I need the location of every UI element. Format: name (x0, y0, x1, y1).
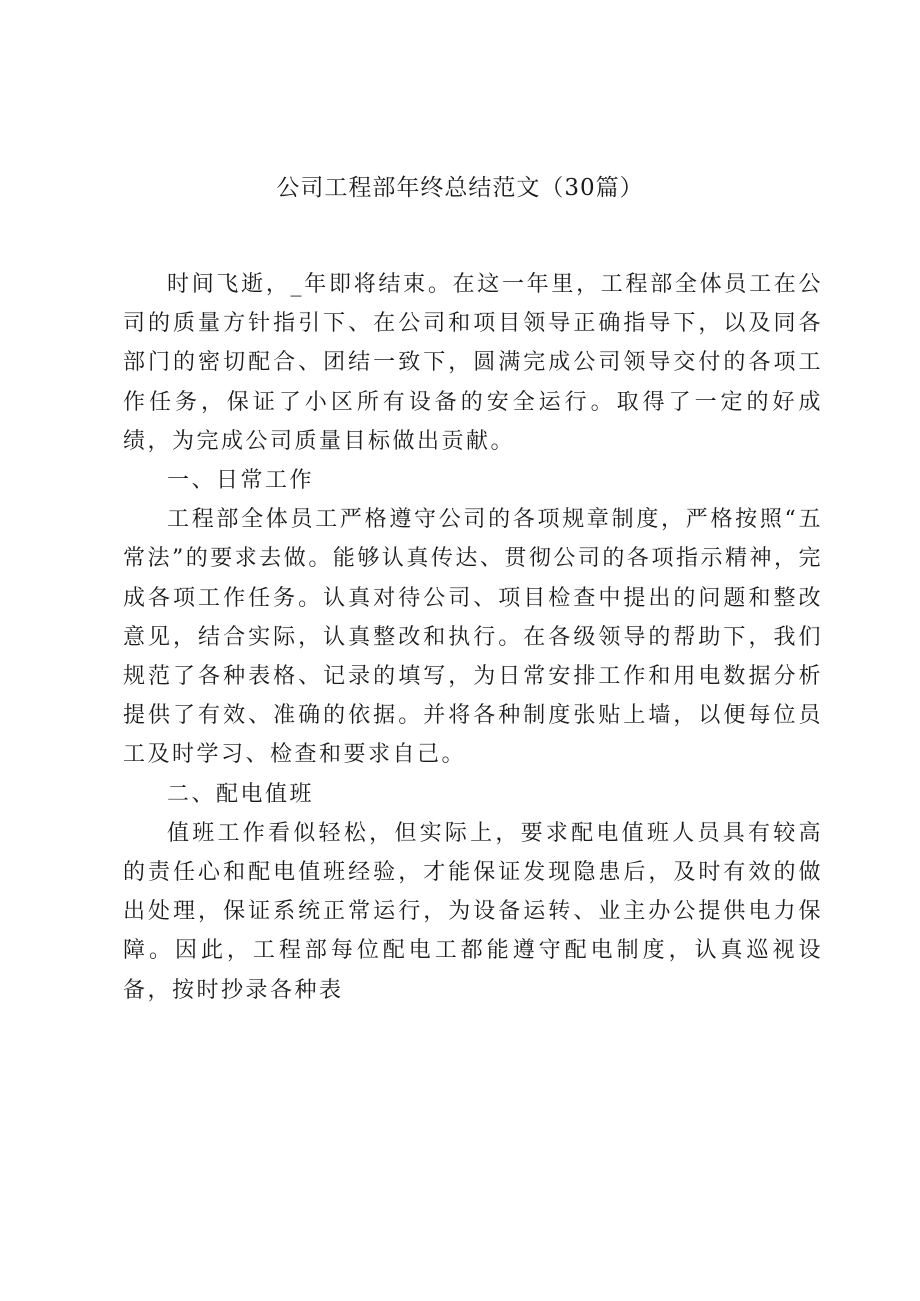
section-heading-power-duty: 二、配电值班 (167, 781, 315, 807)
document-body (123, 265, 823, 1010)
document-title: 公司工程部年终总结范文（30篇） (276, 175, 644, 201)
intro-paragraph: 时间飞逝，_年即将结束。在这一年里，工程部全体员工在公司的质量方针指引下、在公司和项目领导正确指导下，以及同各部门的密切配合、团结一致下，圆满完成公司领导交付的各项工作任务，保证了小区所有设备的安全运行。取得了一定的好成绩，为完成公司质量目标做出贡献。 (123, 272, 823, 454)
section-paragraph-daily-work: 工程部全体员工严格遵守公司的各项规章制度，严格按照“五常法”的要求去做。能够认真传达、贯彻公司的各项指示精神，完成各项工作任务。认真对待公司、项目检查中提出的问题和整改意见，结合实际，认真整改和执行。在各级领导的帮助下，我们规范了各种表格、记录的填写，为日常安排工作和用电数据分析提供了有效、准确的依据。并将各种制度张贴上墙，以便每位员工及时学习、检查和要求自己。 (123, 507, 823, 768)
section-heading-daily-work: 一、日常工作 (167, 468, 315, 494)
section-paragraph-power-duty: 值班工作看似轻松，但实际上，要求配电值班人员具有较高的责任心和配电值班经验，才能保证发现隐患后，及时有效的做出处理，保证系统正常运行，为设备运转、业主办公提供电力保障。因此，工程部每位配电工都能遵守配电制度，认真巡视设备，按时抄录各种表 (123, 820, 823, 1003)
